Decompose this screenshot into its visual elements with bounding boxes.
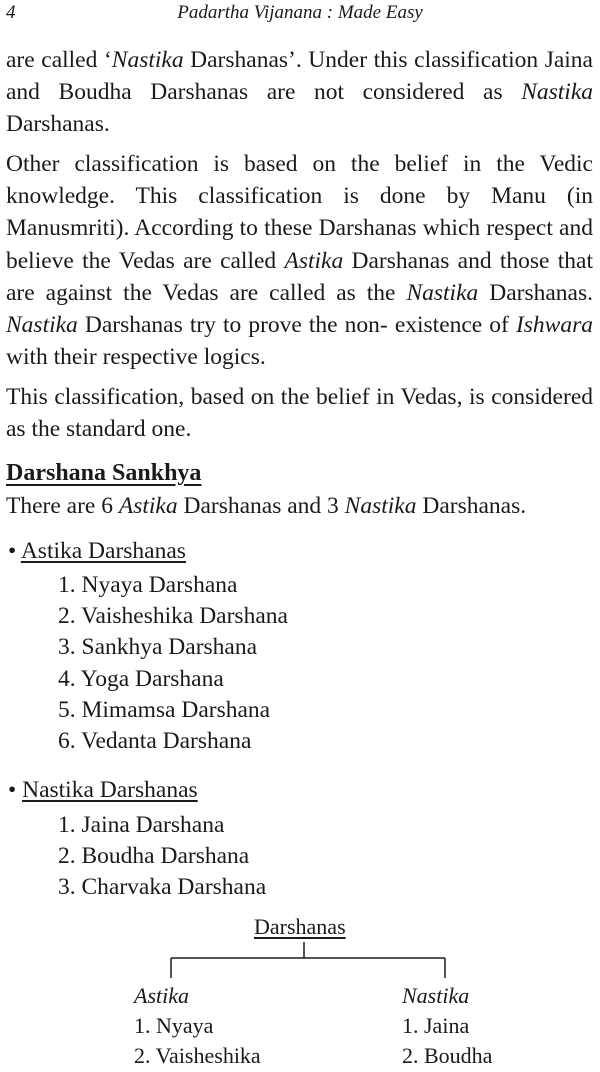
list-item: 4. Yoga Darshana (58, 665, 224, 692)
tree-right-column (402, 981, 492, 1071)
text-run: Darshanas and 3 (177, 493, 345, 519)
text-run: Darshanas. (416, 493, 527, 519)
astika-title-label: Astika Darshanas (20, 538, 186, 564)
list-item: 3. Sankhya Darshana (58, 634, 258, 661)
italic-term: Nastika (111, 47, 184, 73)
text-run: Darshanas. (478, 279, 593, 306)
page-number: 4 (6, 2, 16, 23)
tree-right-item: 2. Boudha (402, 1043, 493, 1068)
paragraph-3: This classification, based on the belief in Vedas, is considered as the standard one. (6, 384, 593, 443)
italic-term: Nastika (344, 493, 417, 519)
list-item: 1. Jaina Darshana (58, 812, 225, 838)
text-run: Darshanas and those that are against the Vedas are called as the (6, 247, 594, 306)
nastika-title-label: Nastika Darshanas (22, 777, 198, 803)
bullet-icon: • (8, 538, 17, 564)
list-item: 1. Nyaya Darshana (58, 572, 238, 598)
list-item: 5. Mimamsa Darshana (58, 696, 271, 723)
tree-left-column (134, 981, 261, 1071)
italic-term: Astika (284, 247, 344, 274)
tree-right-head: Nastika (402, 983, 470, 1008)
tree-left-item: 2. Vaisheshika (134, 1043, 261, 1068)
text-run: There are 6 (6, 493, 119, 519)
tree-left-head: Astika (134, 983, 189, 1008)
italic-term: Ishwara (515, 312, 593, 339)
tree-left-item: 1. Nyaya (134, 1013, 214, 1038)
italic-term: Astika (118, 493, 178, 519)
tree-right-item: 1. Jaina (402, 1013, 470, 1038)
list-item: 2. Boudha Darshana (58, 843, 250, 870)
italic-term: Nastika (521, 79, 593, 106)
italic-term: Nastika (406, 279, 479, 306)
section-heading: Darshana Sankhya (6, 460, 202, 486)
text-run: with their respective logics. (6, 344, 266, 371)
list-item: 2. Vaisheshika Darshana (58, 603, 288, 630)
bullet-icon: • (8, 777, 17, 803)
running-title: Padartha Vijanana : Made Easy (177, 2, 423, 23)
text-run: Other classification is based on the belief in the Vedic knowledge. This classification is done by Manu (in Manusmriti). According to these Darshanas which respect and believe the Vedas are called (6, 151, 593, 274)
text-run: are called ‘ (6, 47, 112, 73)
list-item: 6. Vedanta Darshana (58, 728, 252, 755)
list-item: 3. Charvaka Darshana (58, 874, 267, 901)
italic-term: Nastika (6, 312, 78, 339)
tree-root-label: Darshanas (254, 914, 346, 939)
text-run: Darshanas. (6, 111, 110, 138)
text-run: Darshanas try to prove the non- existence of (77, 312, 516, 339)
text-run: Darshanas’. Under this classification Jaina and Boudha Darshanas are not considered as (6, 47, 593, 106)
